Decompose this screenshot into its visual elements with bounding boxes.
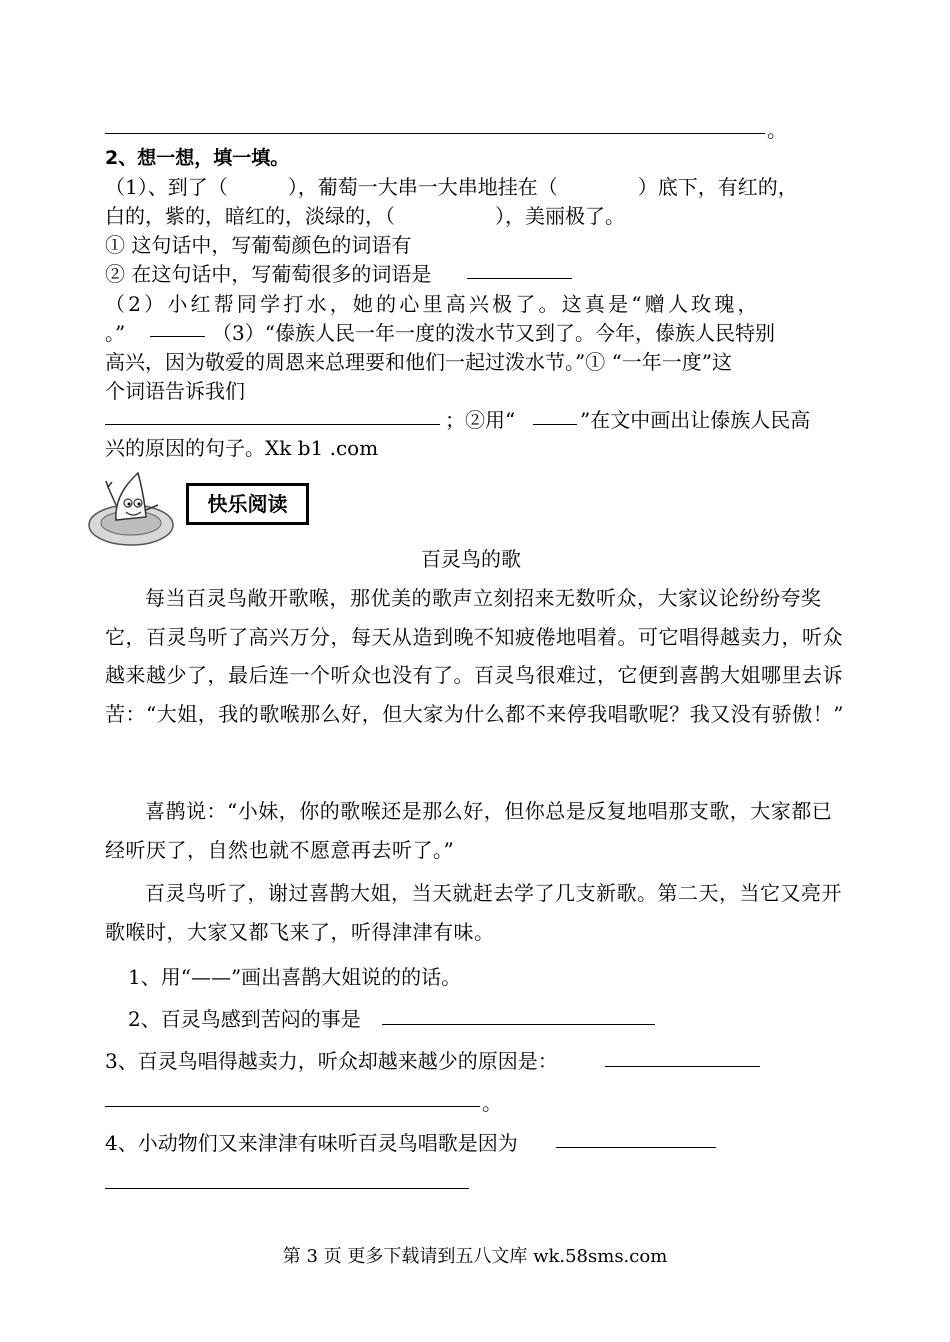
answer-line-reading-q2 <box>382 1024 655 1025</box>
q2-line2-a: 。” <box>105 321 126 345</box>
reading-question-1: 1、用“——”画出喜鹊大姐说的的话。 <box>128 965 462 989</box>
q3-line4: 个词语告诉我们 <box>105 379 245 403</box>
q1-sub1: ① 这句话中，写葡萄颜色的词语有 <box>105 233 412 257</box>
page-footer: 第 3 页 更多下载请到五八文库 wk.58sms.com <box>282 1246 668 1267</box>
q3-line6: 兴的原因的句子。Xk b1 .com <box>105 436 379 460</box>
reading-question-2: 2、百灵鸟感到苦闷的事是 <box>128 1007 361 1031</box>
q2-line2-b: （3）“傣族人民一年一度的泼水节又到了。今年，傣族人民特别 <box>212 321 775 345</box>
reading-question-3: 3、百灵鸟唱得越卖力，听众却越来越少的原因是： <box>105 1049 558 1073</box>
q3-line5-b: ”在文中画出让傣族人民高 <box>580 408 811 432</box>
reading-paragraph-1: 每当百灵鸟敞开歌喉，那优美的歌声立刻招来无数听众，大家议论纷纷夸奖它，百灵鸟听了高兴万分，每天从造到晚不知疲倦地唱着。可它唱得越卖力，听众越来越少了，最后连一个听众也没有了。百灵鸟很难过，它便到喜鹊大姐哪里去诉苦：“大姐，我的歌喉那么好，但大家为什么都不来停我唱歌呢？我又没有骄傲！” <box>105 586 844 726</box>
q3-line3: 高兴，因为敬爱的周恩来总理要和他们一起过泼水节。”① “一年一度”这 <box>105 350 733 374</box>
reading-mascot-illustration <box>86 465 176 550</box>
q1-line1: （1）、到了（ ），葡萄一大串一大串地挂在（ ）底下，有红的， <box>105 175 798 199</box>
reading-section-badge <box>186 483 309 525</box>
answer-line-top <box>105 133 765 134</box>
reading-paragraph-2: 喜鹊说：“小妹，你的歌喉还是那么好，但你总是反复地唱那支歌，大家都已经听厌了，自然也就不愿意再去听了。” <box>105 799 833 862</box>
q2-line1: （2）小红帮同学打水，她的心里高兴极了。这真是“赠人玫瑰， <box>105 292 761 316</box>
answer-line-reading-q4-b <box>105 1188 469 1189</box>
answer-line-reading-q3-b <box>105 1106 480 1107</box>
answer-line-q3-mark <box>533 424 577 425</box>
answer-line-q3 <box>105 424 440 425</box>
reading-question-3-period: 。 <box>482 1091 502 1115</box>
reading-paragraph-3: 百灵鸟听了，谢过喜鹊大姐，当天就赶去学了几支新歌。第二天，当它又亮开歌喉时，大家又都飞来了，听得津津有味。 <box>105 881 842 944</box>
answer-line-reading-q4-a <box>556 1147 716 1148</box>
answer-line-reading-q3-a <box>605 1066 760 1067</box>
answer-line-q2 <box>150 336 205 337</box>
section2-title: 2、想一想，填一填。 <box>105 147 290 169</box>
q1-sub2: ② 在这句话中，写葡萄很多的词语是 <box>105 262 432 286</box>
top-line-period: 。 <box>767 118 787 142</box>
q1-line2: 白的，紫的，暗红的，淡绿的，（ ），美丽极了。 <box>105 204 625 228</box>
answer-line-q1-sub2 <box>467 278 572 279</box>
reading-title: 百灵鸟的歌 <box>421 547 521 571</box>
reading-question-4: 4、小动物们又来津津有味听百灵鸟唱歌是因为 <box>105 1131 518 1155</box>
q3-line5-a: ；②用“ <box>445 408 516 432</box>
reading-section-badge-label: 快乐阅读 <box>207 492 288 516</box>
